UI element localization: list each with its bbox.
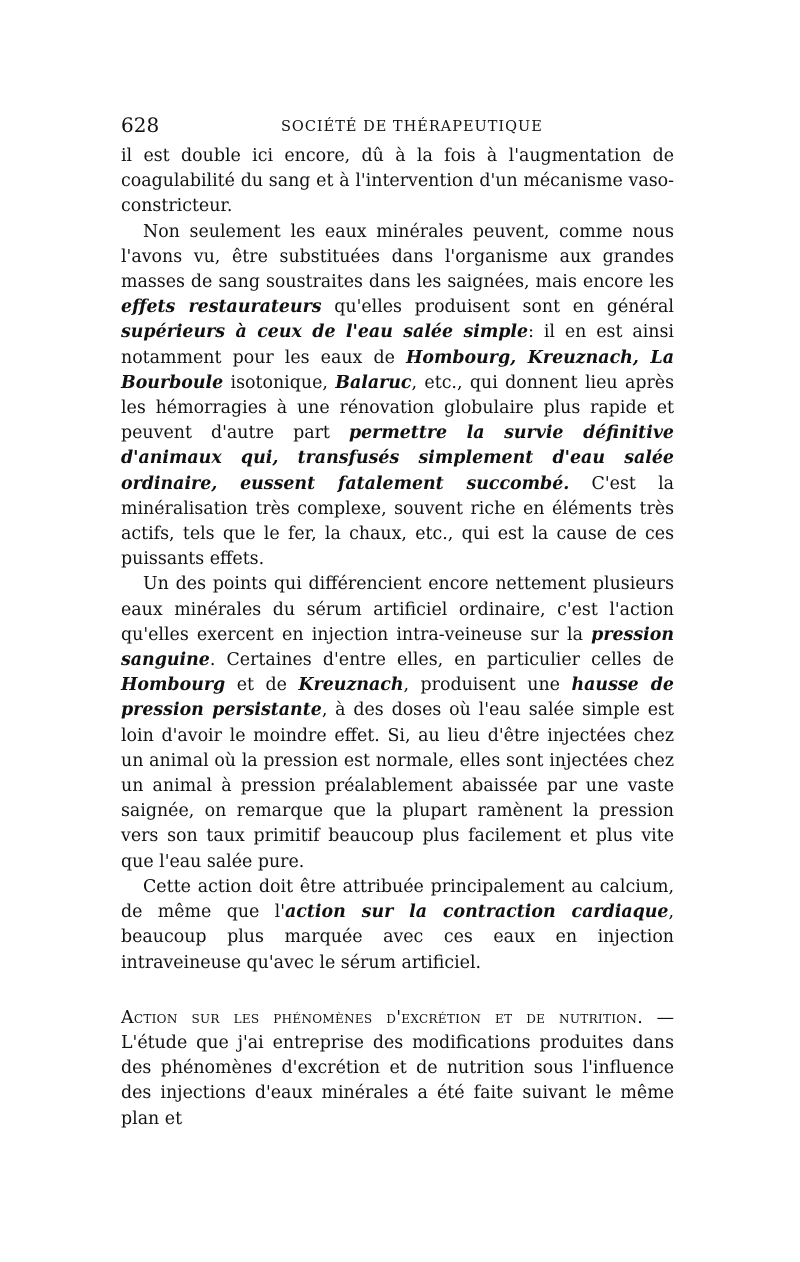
- emphasis-text: Hombourg: [121, 675, 226, 696]
- paragraph: [121, 220, 674, 573]
- text-run: il est double ici encore, dû à la fois à l'augmentation de coagulabilité du sang et à l'intervention d'un mécanisme vaso-constricteur.: [121, 146, 674, 217]
- emphasis-text: supérieurs à ceux de l'eau salée simple: [121, 322, 529, 343]
- paragraph: [121, 875, 674, 976]
- text-run: Un des points qui différencient encore nettement plusieurs eaux minérales du sérum artificiel ordinaire, c'est l'action qu'elles exercent en injection intra-veineuse sur la: [121, 574, 674, 645]
- text-run: , beaucoup plus marquée avec ces eaux en injection intraveineuse qu'avec le sérum artificiel.: [121, 902, 674, 973]
- section-text: — L'étude que j'ai entreprise des modifications produites dans des phénomènes d'excrétion et de nutrition sous l'influence des injections d'eaux minérales a été faite suivant le même plan et: [121, 1007, 675, 1129]
- book-page: [121, 112, 674, 1132]
- emphasis-text: Hombourg, Kreuznach, La Bourboule: [121, 347, 674, 393]
- text-run: Cette action doit être attribuée principalement au calcium, de même que l': [121, 876, 674, 923]
- text-run: , produisent une: [403, 675, 572, 696]
- text-run: Non seulement les eaux minérales peuvent, comme nous l'avons vu, être substituées dans l'organisme aux grandes masses de sang soustraites dans les saignées, mais encore les: [121, 221, 674, 293]
- emphasis-text: effets restaurateurs: [121, 297, 322, 318]
- emphasis-text: Balaruc: [335, 372, 412, 393]
- emphasis-text: action sur la contraction cardiaque: [285, 902, 669, 923]
- emphasis-text: Kreuznach: [298, 675, 404, 696]
- text-run: isotonique,: [223, 372, 336, 393]
- section-action-excretion: [121, 1006, 674, 1132]
- text-run: qu'elles produisent sont en général: [321, 297, 674, 318]
- text-run: , etc., qui donnent lieu après les hémorragies à une rénovation globulaire plus rapide et peuvent d'autre part: [121, 372, 674, 444]
- page-header: [121, 112, 674, 138]
- emphasis-text: hausse de pression persistante: [121, 675, 674, 721]
- text-run: . Certaines d'entre elles, en particulier celles de: [209, 650, 674, 671]
- page-number: 628: [121, 113, 160, 137]
- text-run: et de: [225, 675, 299, 696]
- paragraph: [121, 144, 674, 220]
- text-run: , à des doses où l'eau salée simple est loin d'avoir le moindre effet. Si, au lieu d'être injectées chez un animal où la pression est normale, elles sont injectées chez un animal à pression préalablement abaissée par une vaste saignée, on remarque que la plupart ramènent la pression vers son taux primitif beaucoup plus facilement et plus vite que l'eau salée pure.: [121, 700, 674, 872]
- emphasis-text: permettre la survie définitive d'animaux qui, transfusés simplement d'eau salée ordinaire, eussent fatalement succombé.: [121, 423, 674, 494]
- emphasis-text: pression sanguine: [121, 624, 674, 671]
- text-run: C'est la minéralisation très complexe, souvent riche en éléments très actifs, tels que le fer, la chaux, etc., qui est la cause de ces puissants effets.: [121, 473, 674, 570]
- body-text: [121, 144, 674, 976]
- text-run: : il en est ainsi notamment pour les eaux de: [121, 322, 674, 368]
- section-title: Action sur les phénomènes d'excrétion et de nutrition.: [121, 1007, 644, 1028]
- paragraph: [121, 572, 674, 874]
- running-title: SOCIÉTÉ DE THÉRAPEUTIQUE: [281, 119, 543, 135]
